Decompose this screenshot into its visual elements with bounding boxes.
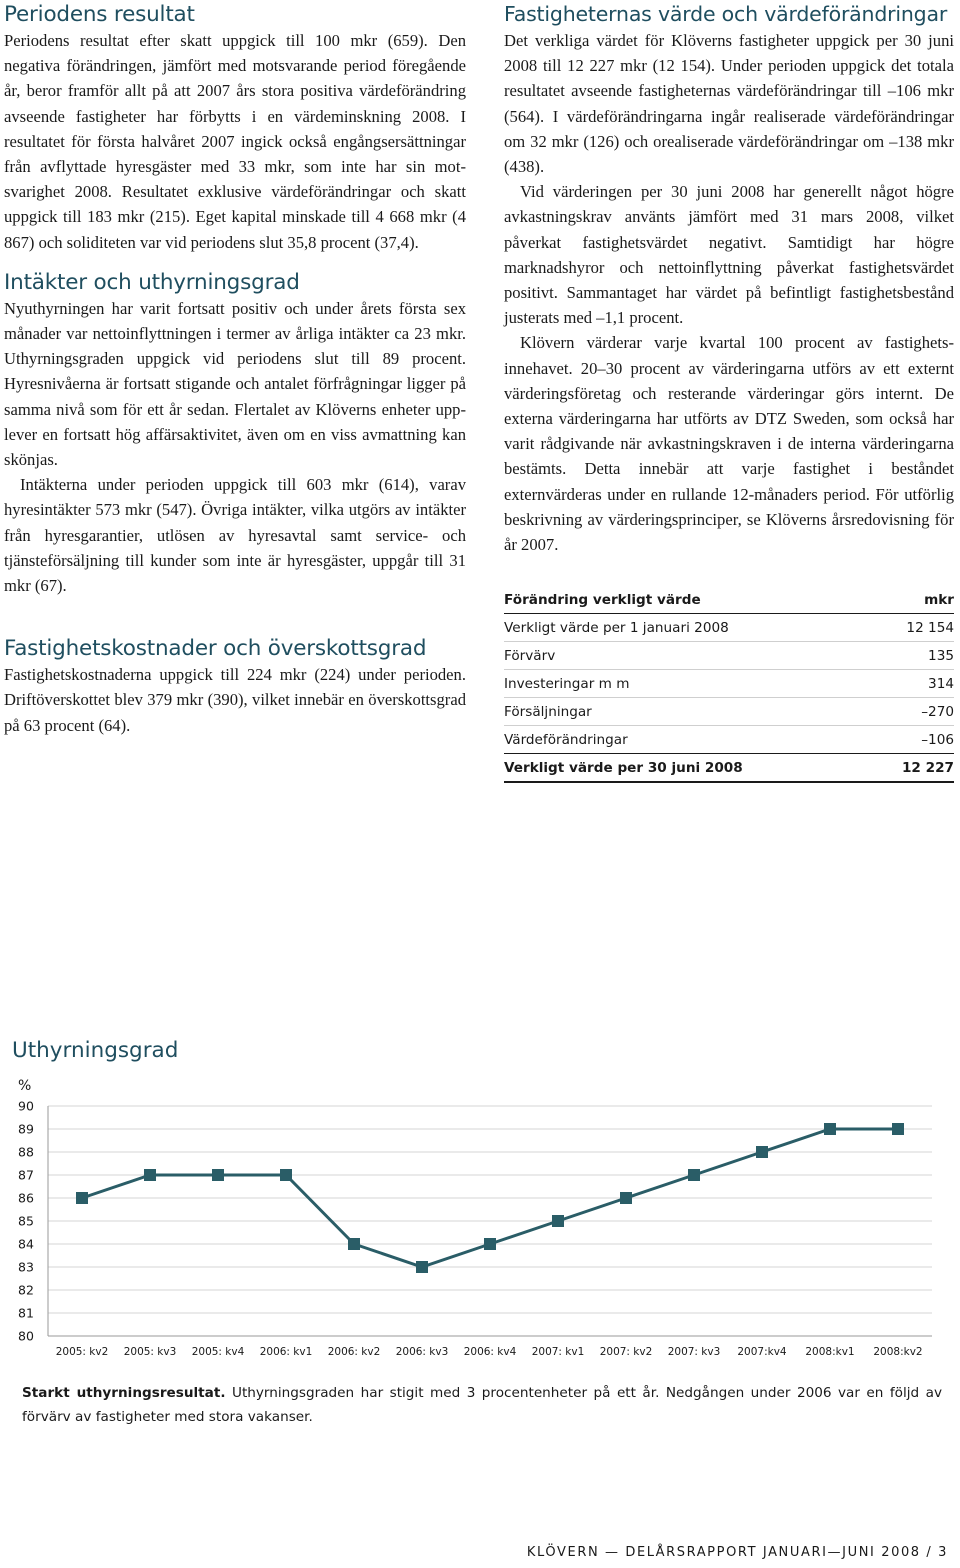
paragraph-fastighetskostnader: Fastighetskostnaderna uppgick till 224 mkr (224) under perioden. Driftöverskottet blev 379 mkr (390), vilket innebär en överskottsgrad på 63 procent (64). bbox=[4, 665, 466, 735]
table-cell-value: 135 bbox=[873, 642, 954, 670]
data-point bbox=[688, 1169, 700, 1181]
x-tick-label: 2008:kv2 bbox=[873, 1346, 923, 1358]
paragraph-varde-3: Klövern värderar varje kvartal 100 procent av fastighetsinnehavet. 20–30 procent av värderingarna utförs av ett externt värderingsföretag och resterande värderingar görs internt. De externa värderingarna har utförts av DTZ Sweden, som också har varit rådgivande när avkastningskraven i de interna värderingarna bestämts. Detta innebär att varje fastighet i beståndet externvärderas under en rullande 12-månaders period. För utförlig beskrivning av värderingsprinciper, se Klöverns årsredovisning för år 2007. bbox=[504, 333, 954, 555]
x-tick-label: 2005: kv2 bbox=[55, 1346, 109, 1358]
x-tick-label: 2006: kv3 bbox=[395, 1346, 449, 1358]
value-change-table bbox=[504, 587, 954, 783]
data-point bbox=[620, 1192, 632, 1204]
y-tick-label: 83 bbox=[18, 1259, 34, 1275]
y-tick-label: 89 bbox=[18, 1121, 34, 1137]
chart-title: Uthyrningsgrad bbox=[12, 1038, 179, 1063]
y-tick-label: 81 bbox=[18, 1305, 34, 1321]
table-cell-label: Investeringar m m bbox=[504, 670, 873, 698]
section-title-fastighetskostnader: Fastighetskostnader och överskottsgrad bbox=[4, 636, 427, 662]
table-header-label: Förändring verkligt värde bbox=[504, 587, 873, 614]
x-tick-label: 2005: kv3 bbox=[123, 1346, 177, 1358]
table-total-label: Verkligt värde per 30 juni 2008 bbox=[504, 754, 873, 783]
table-row bbox=[504, 670, 954, 698]
x-tick-label: 2007:kv4 bbox=[737, 1346, 787, 1358]
paragraph-intakter-2: Intäkterna under perioden uppgick till 603 mkr (614), varav hyresintäkter 573 mkr (547). Övriga intäkter, vilka utgörs av intäkter från hyresgarantier, utlösen av hyresavtal samt service- och tjänsteförsäljning till kunder som inte är hyresgäster, uppgår till 31 mkr (67). bbox=[4, 475, 466, 596]
paragraph-varde-1: Det verkliga värdet för Klöverns fastigheter uppgick per 30 juni 2008 till 12 227 mkr (12 154). Under perioden uppgick det totala resultatet avseende fastigheternas värdeförändringar till –106 mkr (564). I värdeförändringarna ingår realiserade värdeförändringar om 32 mkr (126) och orealiserade värdeförändringar om –138 mkr (438). bbox=[504, 31, 954, 177]
table-row bbox=[504, 726, 954, 754]
y-tick-label: 86 bbox=[18, 1190, 34, 1206]
caption-text: Uthyrningsgraden har stigit med 3 procentenheter på ett år. Nedgången under 2006 var en följd av förvärv av fastigheter med stora vakanser. bbox=[22, 1385, 942, 1425]
table-cell-label: Försäljningar bbox=[504, 698, 873, 726]
caption-bold: Starkt uthyrningsresultat. bbox=[22, 1385, 226, 1401]
y-axis-unit-label: % bbox=[18, 1078, 32, 1094]
data-point bbox=[416, 1261, 428, 1273]
data-point bbox=[484, 1238, 496, 1250]
table-header-row bbox=[504, 587, 954, 614]
y-tick-label: 90 bbox=[18, 1098, 34, 1114]
left-column bbox=[4, 0, 466, 738]
section-title-intakter: Intäkter och uthyrningsgrad bbox=[4, 269, 300, 295]
table-cell-label: Förvärv bbox=[504, 642, 873, 670]
table-total-value: 12 227 bbox=[873, 754, 954, 783]
table-cell-value: 314 bbox=[873, 670, 954, 698]
x-tick-label: 2005: kv4 bbox=[191, 1346, 245, 1358]
y-tick-label: 80 bbox=[18, 1328, 34, 1344]
data-point bbox=[76, 1192, 88, 1204]
y-tick-label: 88 bbox=[18, 1144, 34, 1160]
chart-caption bbox=[22, 1381, 942, 1429]
paragraph-intakter-1: Nyuthyrningen har varit fortsatt positiv och under årets första sex månader var nettoinflyttningen i termer av årliga intäkter ca 23 mkr. Uthyrningsgraden uppgick vid periodens slut till 89 procent. Hyresnivåerna är fortsatt stigande och antalet förfrågningar ligger på samma nivå som för ett år sedan. Flertalet av Klöverns enheter upplever en fortsatt hög affärsaktivitet, även om en viss avmattning kan skönjas. bbox=[4, 298, 466, 470]
data-point bbox=[348, 1238, 360, 1250]
y-tick-label: 82 bbox=[18, 1282, 34, 1298]
table-total-row bbox=[504, 754, 954, 783]
data-point bbox=[144, 1169, 156, 1181]
table-header-unit: mkr bbox=[873, 587, 954, 614]
paragraph-varde-2: Vid värderingen per 30 juni 2008 har generellt något högre avkastningskrav använts jämfört med 31 mars 2008, vilket påverkat fastighetsvärdet negativt. Samtidigt har högre marknadshyror och nettoinflyttning påverkat fastighetsvärdet positivt. Sammantaget har värdet på befintligt fastighetsbestånd justerats med –1,1 procent. bbox=[504, 182, 954, 328]
occupancy-rate-chart bbox=[0, 1070, 960, 1370]
data-point bbox=[892, 1123, 904, 1135]
paragraph-periodens-resultat: Periodens resultat efter skatt uppgick till 100 mkr (659). Den negativa förändringen, jämfört med motsvarande period föregående år, beror framför allt på att 2007 års stora positiva värdeförändring avseende fastigheter har förbytts i en värdeminskning 2008. I resultatet för första halvåret 2007 ingick också engångsersättningar från avflyttade hyresgäster med 33 mkr, som inte har sin motsvarighet 2008. Resultatet exklusive värdeförändringar och skatt uppgick till 183 mkr (215). Eget kapital minskade till 4 668 mkr (4 867) och soliditeten var vid periodens slut 35,8 procent (37,4). bbox=[4, 31, 466, 252]
data-point bbox=[756, 1146, 768, 1158]
y-tick-label: 85 bbox=[18, 1213, 34, 1229]
data-point bbox=[280, 1169, 292, 1181]
section-title-fastigheternas-varde: Fastigheternas värde och värdeförändringar bbox=[504, 2, 948, 26]
section-title-periodens-resultat: Periodens resultat bbox=[4, 2, 195, 27]
table-row bbox=[504, 642, 954, 670]
table-cell-label: Värdeförändringar bbox=[504, 726, 873, 754]
y-tick-label: 84 bbox=[18, 1236, 34, 1252]
data-point bbox=[212, 1169, 224, 1181]
right-column bbox=[504, 0, 954, 783]
data-point bbox=[824, 1123, 836, 1135]
table-cell-label: Verkligt värde per 1 januari 2008 bbox=[504, 614, 873, 642]
data-point bbox=[552, 1215, 564, 1227]
y-tick-label: 87 bbox=[18, 1167, 34, 1183]
x-tick-label: 2006: kv2 bbox=[327, 1346, 381, 1358]
x-tick-label: 2007: kv1 bbox=[531, 1346, 585, 1358]
x-tick-label: 2007: kv2 bbox=[599, 1346, 653, 1358]
x-tick-label: 2006: kv4 bbox=[463, 1346, 517, 1358]
x-tick-label: 2008:kv1 bbox=[805, 1346, 855, 1358]
table-cell-value: –270 bbox=[873, 698, 954, 726]
table-row bbox=[504, 698, 954, 726]
x-tick-label: 2006: kv1 bbox=[259, 1346, 313, 1358]
page-footer: KLÖVERN — DELÅRSRAPPORT JANUARI—JUNI 2008 / 3 bbox=[526, 1545, 948, 1560]
table-row bbox=[504, 614, 954, 642]
x-tick-label: 2007: kv3 bbox=[667, 1346, 721, 1358]
table-cell-value: –106 bbox=[873, 726, 954, 754]
table-cell-value: 12 154 bbox=[873, 614, 954, 642]
